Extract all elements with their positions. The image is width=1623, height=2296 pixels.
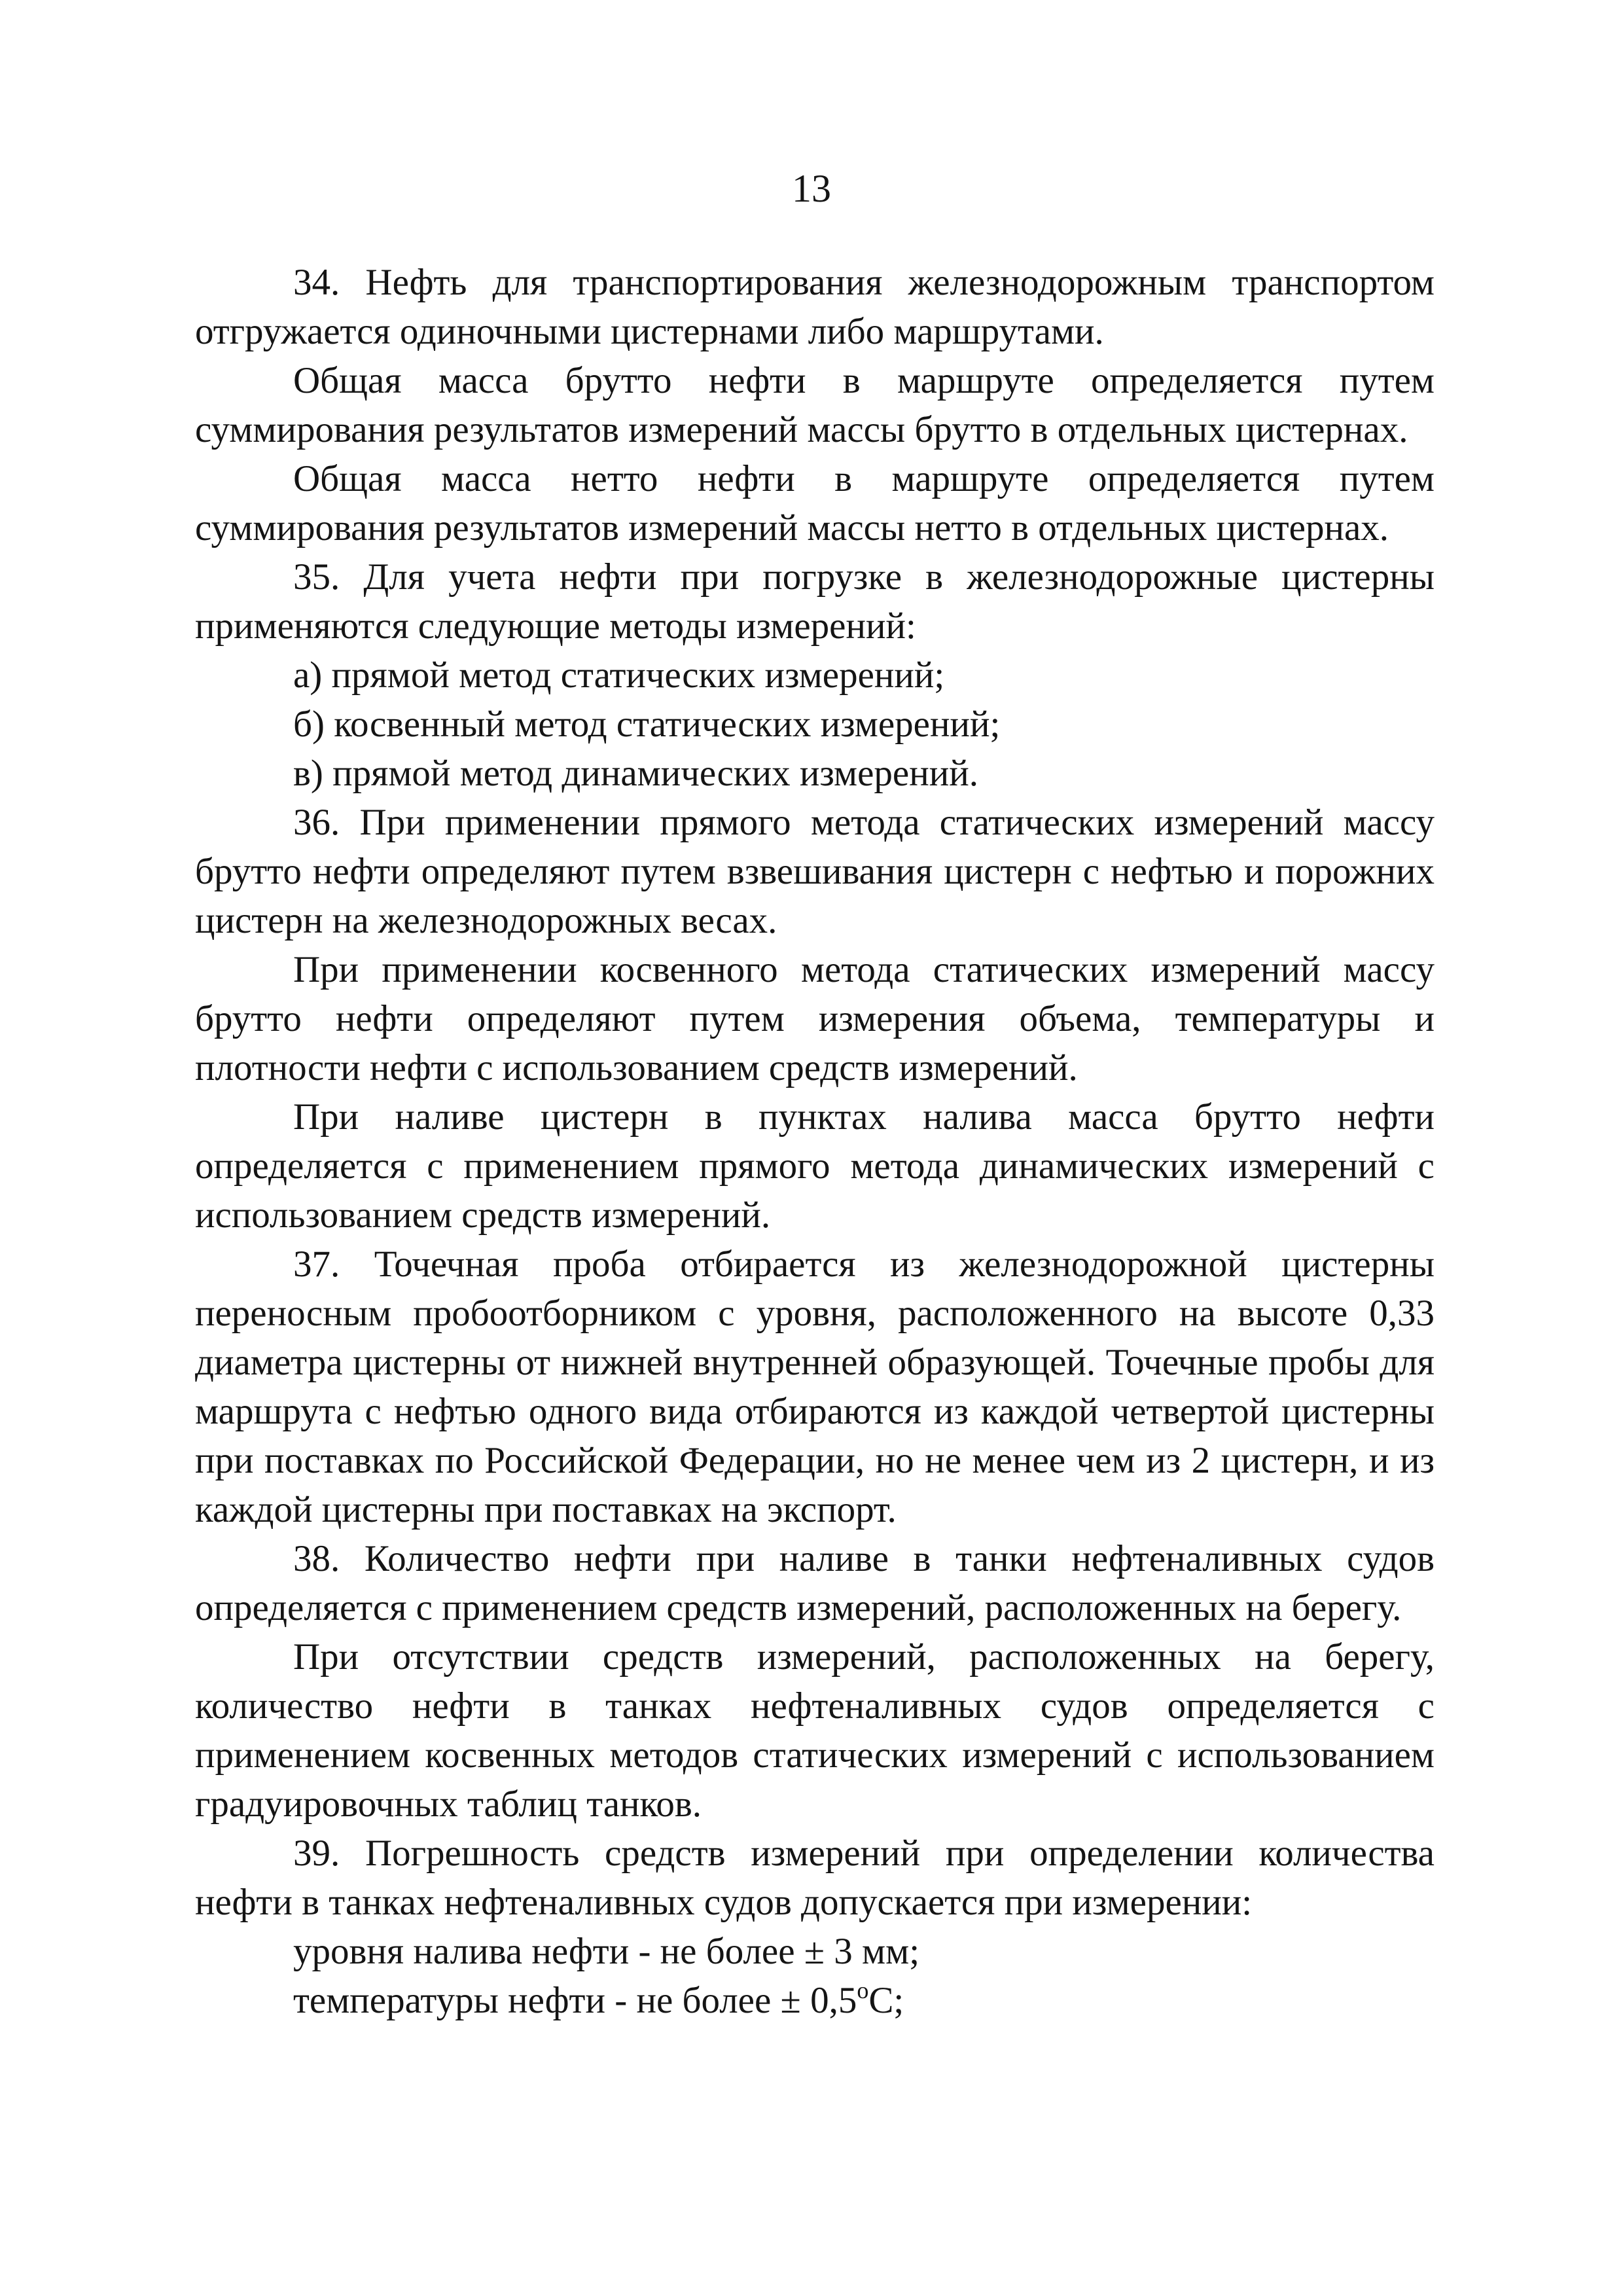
paragraph-39: 39. Погрешность средств измерений при определении количества нефти в танках нефтеналивных судов допускается при измерении:: [195, 1833, 1435, 1923]
document-body: [195, 258, 1435, 2025]
page-number: 13: [792, 167, 831, 210]
paragraph-gross-mass: Общая масса брутто нефти в маршруте определяется путем суммирования результатов измерений массы брутто в отдельных цистернах.: [195, 360, 1435, 450]
paragraph-no-shore-instruments: При отсутствии средств измерений, расположенных на берегу, количество нефти в танках нефтеналивных судов определяется с применением косвенных методов статических измерений с использованием градуировочных таблиц танков.: [195, 1636, 1435, 1825]
list-item-a: а) прямой метод статических измерений;: [293, 655, 945, 696]
list-item-v: в) прямой метод динамических измерений.: [293, 753, 978, 794]
paragraph-36: 36. При применении прямого метода статических измерений массу брутто нефти определяют путем взвешивания цистерн с нефтью и порожних цистерн на железнодорожных весах.: [195, 802, 1435, 941]
list-item-temperature: [195, 1976, 1435, 2025]
paragraph-37: 37. Точечная проба отбирается из железнодорожной цистерны переносным пробоотборником с уровня, расположенного на высоте 0,33 диаметра цистерны от нижней внутренней образующей. Точечные пробы для маршрута с нефтью одного вида отбираются из каждой четвертой цистерны при поставках по Российской Федерации, но не менее чем из 2 цистерн, и из каждой цистерны при поставках на экспорт.: [195, 1244, 1435, 1530]
paragraph-indirect-method: При применении косвенного метода статических измерений массу брутто нефти определяют путем измерения объема, температуры и плотности нефти с использованием средств измерений.: [195, 949, 1435, 1088]
paragraph-35: 35. Для учета нефти при погрузке в железнодорожные цистерны применяются следующие методы измерений:: [195, 556, 1435, 647]
paragraph-38: 38. Количество нефти при наливе в танки нефтеналивных судов определяется с применением средств измерений, расположенных на берегу.: [195, 1538, 1435, 1628]
list-item-b: б) косвенный метод статических измерений;: [293, 704, 1001, 745]
paragraph-34: 34. Нефть для транспортирования железнодорожным транспортом отгружается одиночными цистернами либо маршрутами.: [195, 262, 1435, 352]
list-item-level: уровня налива нефти - не более ± 3 мм;: [293, 1931, 920, 1972]
temperature-unit: С;: [868, 1980, 904, 2021]
degree-superscript: о: [857, 1977, 869, 2003]
paragraph-net-mass: Общая масса нетто нефти в маршруте определяется путем суммирования результатов измерений массы нетто в отдельных цистернах.: [195, 458, 1435, 548]
temperature-text: температуры нефти - не более ± 0,5: [293, 1980, 857, 2021]
paragraph-filling-points: При наливе цистерн в пунктах налива масса брутто нефти определяется с применением прямого метода динамических измерений с использованием средств измерений.: [195, 1096, 1435, 1236]
